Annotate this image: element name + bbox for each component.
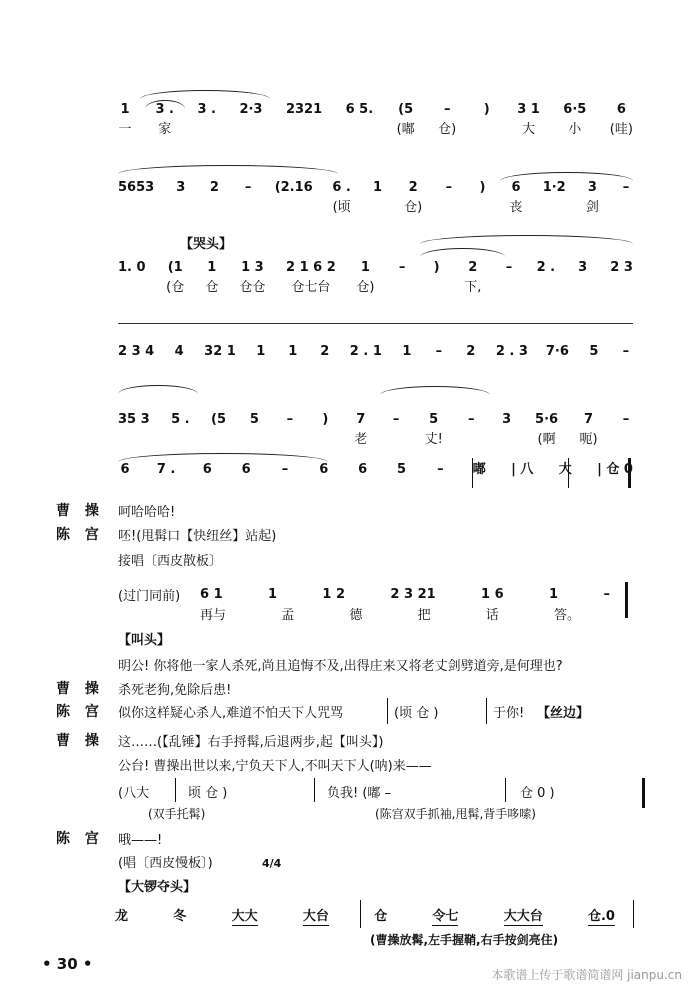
note-column (241, 178, 255, 218)
note-column (442, 178, 456, 218)
lyric: 仓 (205, 280, 219, 295)
lyric: 德 (349, 608, 363, 623)
page-number: • 30 • (42, 955, 93, 973)
note: (5 (211, 412, 227, 427)
percussion: 仓 0 ) (520, 786, 555, 801)
note: 6 (511, 180, 521, 195)
note: 6 . (332, 180, 351, 195)
note: – (244, 180, 252, 195)
note-column (389, 410, 403, 450)
note: 3 (502, 412, 512, 427)
line: 呵哈哈哈! (118, 505, 176, 520)
bar-line (505, 778, 506, 802)
note: 5653 (118, 180, 155, 195)
note: 5 (589, 344, 599, 359)
percussion: (顷 仓 ) (394, 706, 439, 721)
bar-line (625, 582, 628, 618)
note-column (502, 258, 516, 298)
note: 1 (256, 344, 266, 359)
note: 1 (120, 102, 130, 117)
note-column (346, 100, 374, 140)
bar-line (486, 698, 487, 724)
time-signature: 4/4 (262, 857, 282, 870)
watermark: 本歌谱上传于歌谱简谱网 jianpu.cn (491, 968, 682, 982)
lyric: 话 (485, 608, 499, 623)
note-column (558, 460, 572, 500)
note-column (585, 178, 599, 218)
note: 6 (358, 462, 368, 477)
note: 1. 0 (118, 260, 146, 275)
note-column (211, 410, 226, 450)
note-column (286, 258, 336, 298)
note-column (356, 460, 370, 500)
note-column (239, 258, 265, 298)
note: 2 . 1 (349, 344, 382, 359)
note: 3 . (155, 102, 174, 117)
note: 2 3 (610, 260, 633, 275)
note-column (118, 178, 154, 218)
lyric: (啊 (537, 432, 556, 447)
note: 6 (202, 462, 212, 477)
note: 2 (320, 344, 330, 359)
note-column (247, 410, 261, 450)
note: 6 5. (345, 102, 374, 117)
note: 2·3 (239, 102, 263, 117)
lyric: 答。 (553, 608, 580, 623)
note-column (400, 342, 414, 382)
note: ) (479, 180, 486, 195)
note-column (395, 460, 409, 500)
note: 1 (207, 260, 217, 275)
note-column (118, 258, 146, 298)
line: 这……(【乱锤】右手捋髯,后退两步,起【叫头】) (118, 735, 384, 750)
note-column (239, 100, 262, 140)
note: 5·6 (535, 412, 559, 427)
percussion: (八大 (118, 786, 150, 801)
bar-line (360, 900, 361, 928)
note: 2 3 21 (390, 587, 436, 602)
note-column (610, 100, 633, 140)
line: 于你! (493, 706, 525, 721)
note-column (517, 100, 540, 140)
note-column (511, 460, 533, 500)
slur (118, 165, 338, 174)
line: 接唱〔西皮散板〕 (118, 554, 223, 569)
note: – (443, 102, 451, 117)
note-column (397, 100, 415, 140)
note-column (430, 258, 444, 298)
note-column (395, 258, 409, 298)
note-column (563, 100, 586, 140)
score-line (118, 100, 633, 140)
note-column (207, 178, 221, 218)
note-column (356, 258, 374, 298)
note-column (464, 258, 481, 298)
slur (118, 385, 198, 394)
note: 2 3 4 (118, 344, 155, 359)
line: (过门同前) (118, 589, 181, 604)
note: 1 2 (322, 587, 346, 602)
note-column (197, 100, 216, 140)
note-column (350, 342, 382, 382)
note-column (480, 100, 494, 140)
speaker: 陈 宫 (56, 831, 99, 847)
lyric: 剑 (585, 200, 599, 215)
note-column (286, 342, 300, 382)
note: – (622, 180, 630, 195)
note-column (278, 460, 292, 500)
lyric: 大 (521, 122, 535, 137)
note-column (619, 178, 633, 218)
score-line (118, 342, 633, 382)
note-column (543, 178, 566, 218)
line: (唱〔西皮慢板〕) (118, 856, 213, 871)
note-column (317, 460, 331, 500)
bar-line (175, 778, 176, 802)
note-column (318, 410, 332, 450)
bar-line (472, 458, 473, 488)
lyric: (仓 (166, 280, 185, 295)
lyric: (顷 (332, 200, 351, 215)
note: 7 (584, 412, 594, 427)
lyric: 仓仓 (239, 280, 266, 295)
note-column (619, 410, 633, 450)
sung-notes (200, 586, 610, 603)
note-column (619, 342, 633, 382)
note: 4 (174, 344, 184, 359)
note: 1 (268, 587, 278, 602)
note: 2 . 3 (495, 344, 528, 359)
datuo-marker: 【大锣夺头】 (118, 880, 197, 895)
note-column (239, 460, 253, 500)
note: 6 (241, 462, 251, 477)
note-column (610, 258, 633, 298)
lyric: 丈! (424, 432, 443, 447)
score-line (118, 258, 633, 298)
note: 2321 (285, 102, 323, 117)
note: 2 (468, 260, 478, 275)
lyric: 一 (118, 122, 132, 137)
note: 1·2 (542, 180, 566, 195)
note: 6 (319, 462, 329, 477)
percussion-syllable: 冬 (173, 909, 187, 924)
note: 3 (578, 260, 588, 275)
note-column (118, 410, 150, 450)
note: ) (433, 260, 440, 275)
note: 1 (372, 180, 382, 195)
score-line (118, 460, 633, 500)
note: – (505, 260, 513, 275)
note: (2.16 (274, 180, 313, 195)
note: 3 (587, 180, 597, 195)
note: – (281, 462, 289, 477)
note: – (437, 462, 444, 477)
lyric: 呃) (579, 432, 598, 447)
note-column (576, 258, 590, 298)
note-column (370, 178, 384, 218)
note: ) (483, 102, 490, 117)
lyric: 仓七台 (291, 280, 331, 295)
note: 1 3 (241, 260, 264, 275)
score-line (118, 178, 633, 218)
percussion-syllable: 仓 (374, 909, 388, 924)
slur (500, 172, 633, 181)
note-column (500, 410, 514, 450)
note: 7·6 (545, 344, 569, 359)
note-column (275, 178, 313, 218)
note: ) (322, 412, 329, 427)
slur (420, 235, 633, 244)
lyric: 老 (354, 432, 368, 447)
line: 明公! 你将他一家人杀死,尚且追悔不及,出得庄来又将老丈剑劈道旁,是何理也? (118, 659, 563, 674)
note-column (580, 410, 598, 450)
jiaotou: 【叫头】 (118, 633, 171, 648)
note: 3 . (197, 102, 216, 117)
note: 6 (616, 102, 626, 117)
percussion-syllable: 令七 (432, 909, 459, 924)
percussion-syllable: 大台 (302, 909, 329, 924)
note: 2 (209, 180, 219, 195)
note-column (404, 178, 422, 218)
bar-line (628, 458, 631, 488)
note: 5 (429, 412, 439, 427)
note: – (445, 180, 453, 195)
lyric: 家 (158, 122, 172, 137)
note-column (537, 258, 556, 298)
speaker: 陈 宫 (56, 527, 99, 543)
note: 1 (402, 344, 412, 359)
note: 2 . (536, 260, 556, 275)
note-column (509, 178, 523, 218)
percussion-syllable: 仓.0 (587, 909, 615, 924)
note: | 八 (511, 462, 534, 477)
note: 32 1 (204, 344, 236, 359)
note: 6·5 (563, 102, 587, 117)
percussion-syllable: 大大台 (503, 909, 543, 924)
lyric: 仓) (438, 122, 457, 137)
note-column (283, 410, 297, 450)
note: – (435, 344, 443, 359)
lyric: (嘟 (396, 122, 415, 137)
note-column (205, 258, 219, 298)
note-column (200, 460, 214, 500)
slur (420, 248, 505, 257)
speaker: 曹 操 (56, 503, 99, 519)
line: 杀死老狗,免除后患! (118, 683, 232, 698)
note: – (286, 412, 294, 427)
note-column (171, 410, 190, 450)
note: 5 . (171, 412, 190, 427)
slur (118, 453, 328, 462)
note: 6 1 (200, 587, 223, 602)
note-column (464, 410, 478, 450)
note: 7 (356, 412, 366, 427)
note: 2 1 6 2 (286, 260, 336, 275)
note: – (467, 412, 475, 427)
percussion: 顷 仓 ) (188, 786, 228, 801)
speaker: 曹 操 (56, 681, 99, 697)
speaker: 曹 操 (56, 733, 99, 749)
note-column (496, 342, 528, 382)
note: – (622, 412, 630, 427)
note-column (535, 410, 558, 450)
note: 5 (249, 412, 259, 427)
note: 3 (176, 180, 186, 195)
note: | 仓 0 (597, 462, 633, 477)
lyric: 仓) (404, 200, 423, 215)
lyric: 把 (417, 608, 431, 623)
percussion-syllable: 龙 (115, 909, 129, 924)
note: 35 3 (118, 412, 150, 427)
note: 嘟 (472, 462, 486, 477)
stage-direction: (双手托髯) (148, 807, 206, 821)
sung-lyrics (200, 607, 580, 624)
bar-line (314, 778, 315, 802)
note: 3 1 (517, 102, 540, 117)
note-column (432, 342, 446, 382)
kutou-marker: 【哭头】 (180, 237, 233, 252)
line: 呸!(甩髯口【快纽丝】站起) (118, 529, 277, 544)
note: 7 . (156, 462, 176, 477)
lyric: 丧 (509, 200, 523, 215)
percussion-line (115, 908, 615, 926)
note: – (603, 587, 610, 602)
note: 6 (120, 462, 130, 477)
note-column (118, 100, 132, 140)
note-column (425, 410, 443, 450)
bar-line (633, 900, 634, 928)
note-column (546, 342, 569, 382)
note: 2 (408, 180, 418, 195)
line: 哦——! (118, 833, 163, 848)
score-line (118, 410, 633, 450)
note-column (157, 460, 176, 500)
note: (5 (398, 102, 414, 117)
note: 1 (288, 344, 298, 359)
note: – (392, 412, 400, 427)
note-column (318, 342, 332, 382)
system-divider (118, 323, 633, 324)
note-column (332, 178, 351, 218)
note-column (472, 460, 486, 500)
note: – (398, 260, 406, 275)
lyric: 小 (568, 122, 582, 137)
bar-line (387, 698, 388, 724)
note: 5 (397, 462, 407, 477)
lyric: (哇) (609, 122, 633, 137)
note-column (174, 178, 188, 218)
lyric: 下, (464, 280, 482, 295)
sibian-marker: 【丝边】 (537, 706, 590, 721)
note-column (166, 258, 184, 298)
note: 1 (360, 260, 370, 275)
stage-direction: (陈宫双手抓袖,甩髯,背手哆嗦) (375, 807, 536, 821)
line: 似你这样疑心杀人,难道不怕天下人咒骂 (118, 706, 344, 721)
note-column (438, 100, 456, 140)
note-column (204, 342, 236, 382)
slur (140, 90, 270, 99)
note: 1 (549, 587, 559, 602)
note-column (254, 342, 268, 382)
lyric: 仓) (356, 280, 375, 295)
percussion: 负我! (嘟 – (327, 786, 392, 801)
stage-direction: (曹操放髯,左手握鞘,右手按剑亮住) (370, 933, 559, 947)
bar-line (568, 458, 569, 488)
note-column (464, 342, 478, 382)
slur (380, 386, 490, 395)
note: 大 (558, 462, 572, 477)
note-column (433, 460, 447, 500)
percussion-syllable: 大大 (231, 909, 258, 924)
bar-line (642, 778, 645, 808)
line: 公台! 曹操出世以来,宁负天下人,不叫天下人(呐)来—— (118, 759, 432, 774)
note-column (118, 460, 132, 500)
speaker: 陈 宫 (56, 704, 99, 720)
note-column (354, 410, 368, 450)
note: 1 6 (481, 587, 504, 602)
note-column (475, 178, 489, 218)
note-column (286, 100, 322, 140)
lyric: 孟 (281, 608, 295, 623)
note: 2 (466, 344, 476, 359)
lyric: 再与 (200, 608, 227, 623)
note-column (172, 342, 186, 382)
note: – (622, 344, 630, 359)
note: (1 (167, 260, 183, 275)
note-column (118, 342, 154, 382)
note-column (587, 342, 601, 382)
